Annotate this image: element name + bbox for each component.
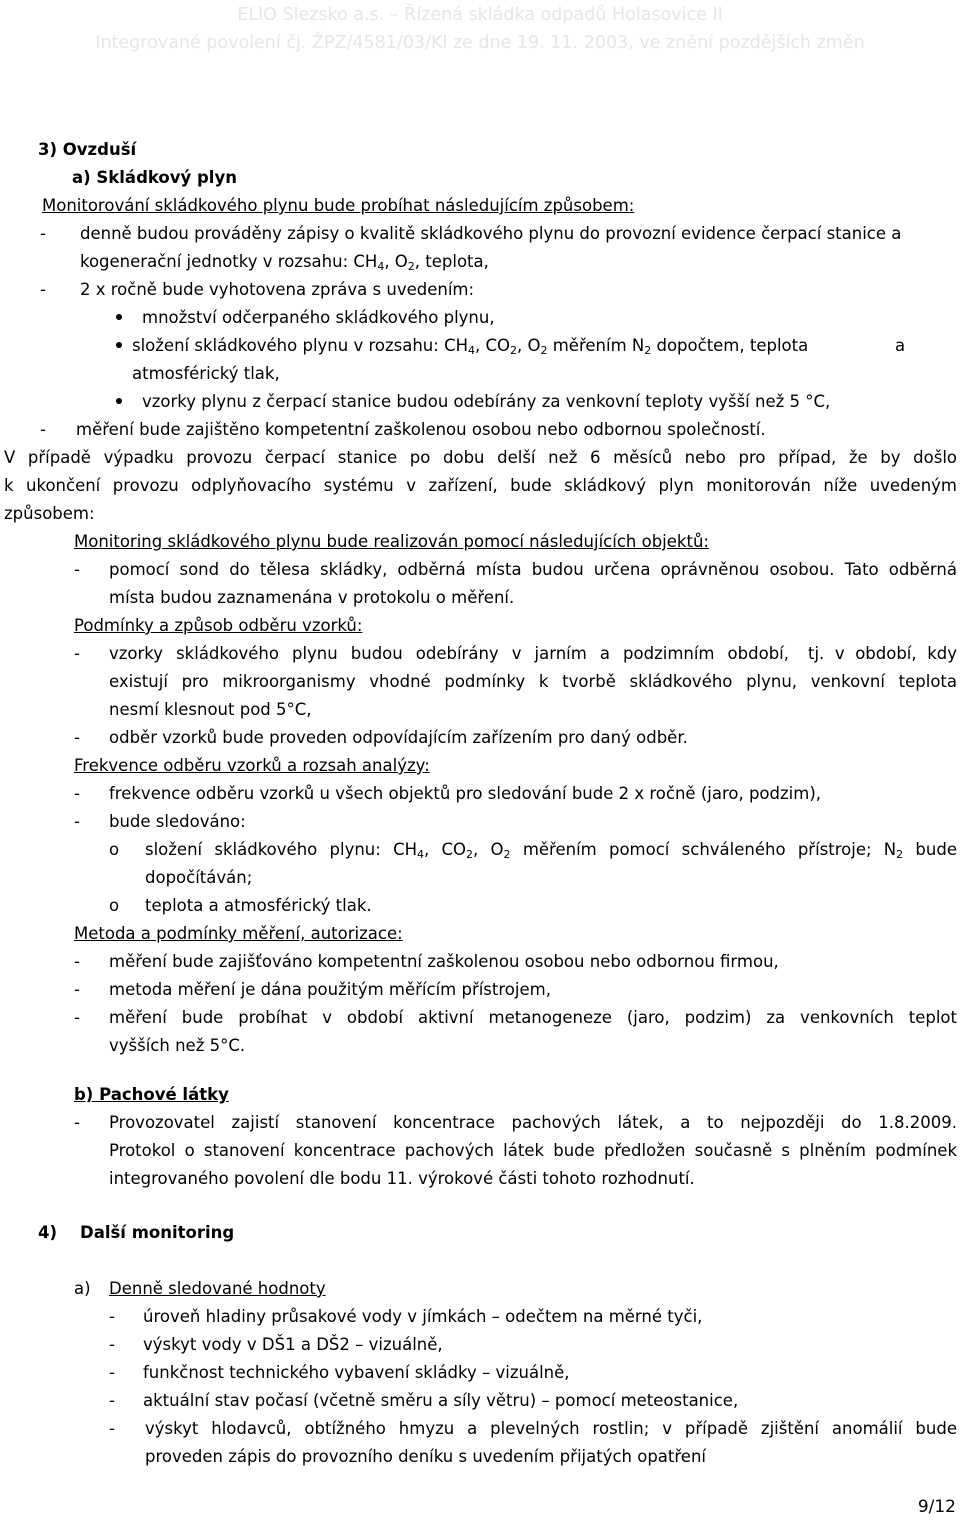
sampling-line1-end: tj. v období, kdy: [808, 644, 957, 663]
odour-line1: Provozovatel zajistí stanovení koncentrace pachových látek, a to nejpozději do 1.8.2009.: [109, 1113, 957, 1132]
outage-para-line1: V případě výpadku provozu čerpací stanice po dobu delší než 6 měsíců nebo pro případ, že by došlo: [4, 448, 957, 467]
bullet-composition: složení skládkového plynu v rozsahu: $CH_4$, $CO_2$, $O_2$ měřením $N_2$ dopočtem, teplota: [132, 336, 809, 357]
daily-item-3: funkčnost technického vybavení skládky – vizuálně,: [143, 1363, 570, 1382]
bullet-icon: [116, 398, 122, 404]
section-3-heading: 3) Ovzduší: [38, 140, 137, 159]
odour-line3: integrovaného povolení dle bodu 11. výrokové části tohoto rozhodnutí.: [109, 1169, 695, 1188]
frequency-line: frekvence odběru vzorků u všech objektů pro sledování bude 2 x ročně (jaro, podzim),: [109, 784, 822, 803]
section-4-number: 4): [38, 1223, 58, 1242]
daily-item-5-line2: proveden zápis do provozního deníku s uvedením přijatých opatření: [145, 1447, 706, 1466]
method-line1: měření bude zajišťováno kompetentní zaškolenou osobou nebo odbornou firmou,: [109, 952, 779, 971]
section-3b-heading: b) Pachové látky: [74, 1085, 229, 1104]
daily-records-line2: kogenerační jednotky v rozsahu: $CH_4$, $O_2$, teplota,: [80, 252, 489, 273]
dash-marker: -: [74, 560, 80, 579]
temperature-line: teplota a atmosférický tlak.: [145, 896, 372, 915]
section-4-heading: Další monitoring: [80, 1223, 235, 1242]
dash-marker: -: [109, 1335, 115, 1354]
section-4a-label: a): [74, 1279, 91, 1298]
bullet-composition-end: a: [895, 336, 906, 355]
sampling-device-line: odběr vzorků bude proveden odpovídajícím zařízením pro daný odběr.: [109, 728, 688, 747]
monitored-line: bude sledováno:: [109, 812, 246, 831]
page-header: [0, 0, 960, 64]
measurement-line: měření bude zajištěno kompetentní zaškolenou osobou nebo odbornou společností.: [76, 420, 766, 439]
daily-item-5-line1: výskyt hlodavců, obtížného hmyzu a plevelných rostlin; v případě zjištění anomálií bude: [145, 1419, 957, 1438]
bullet-amount: množství odčerpaného skládkového plynu,: [142, 308, 495, 327]
outage-para-line2: k ukončení provozu odplyňovacího systému v zařízení, bude skládkový plyn monitorován níže uvedeným: [4, 476, 957, 495]
odour-line2: Protokol o stanovení koncentrace pachových látek bude předložen současně s plněním podmínek: [109, 1141, 957, 1160]
monitoring-objects-heading: Monitoring skládkového plynu bude realizován pomocí následujících objektů:: [74, 532, 709, 551]
bullet-composition-line2: atmosférický tlak,: [132, 364, 280, 383]
dash-marker: -: [40, 420, 46, 439]
report-line: 2 x ročně bude vyhotovena zpráva s uvedením:: [80, 280, 475, 299]
dash-marker: -: [74, 980, 80, 999]
sampling-conditions-heading: Podmínky a způsob odběru vzorků:: [74, 616, 363, 635]
circle-marker: o: [109, 840, 120, 859]
method-line2: metoda měření je dána použitým měřícím přístrojem,: [109, 980, 551, 999]
page-number: 9/12: [917, 1497, 956, 1517]
probes-line1: pomocí sond do tělesa skládky, odběrná místa budou určena oprávněnou osobou. Tato odběrná: [109, 560, 957, 579]
sampling-line2: existují pro mikroorganismy vhodné podmínky k tvorbě skládkového plynu, venkovní teplota: [109, 672, 957, 691]
dash-marker: -: [74, 812, 80, 831]
section-3a-heading: a) Skládkový plyn: [72, 168, 237, 187]
dash-marker: -: [74, 644, 80, 663]
dash-marker: -: [109, 1363, 115, 1382]
probes-line2: místa budou zaznamenána v protokolu o měření.: [109, 588, 515, 607]
dash-marker: -: [40, 280, 46, 299]
dash-marker: -: [74, 952, 80, 971]
outage-para-line3: způsobem:: [4, 504, 95, 523]
bullet-icon: [116, 342, 122, 348]
circle-marker: o: [109, 896, 120, 915]
header-title: ELIO Slezsko a.s. – Řízená skládka odpadů Holasovice II: [237, 5, 723, 25]
dash-marker: -: [40, 224, 46, 243]
daily-item-1: úroveň hladiny průsakové vody v jímkách – odečtem na měrné tyči,: [143, 1307, 703, 1326]
header-subtitle: Integrované povolení čj. ŽPZ/4581/03/Kl ze dne 19. 11. 2003, ve znění pozdějších změn: [95, 33, 865, 53]
composition-analysis-line1: složení skládkového plynu: $CH_4$, $CO_2$, $O_2$ měřením pomocí schváleného přístroje; $N_2$ bude: [145, 840, 957, 861]
daily-item-4: aktuální stav počasí (včetně směru a síly větru) – pomocí meteostanice,: [143, 1391, 739, 1410]
daily-item-2: výskyt vody v DŠ1 a DŠ2 – vizuálně,: [143, 1335, 443, 1354]
monitoring-intro: Monitorování skládkového plynu bude probíhat následujícím způsobem:: [42, 196, 635, 215]
composition-analysis-line2: dopočítáván;: [145, 868, 253, 887]
daily-records-line1: denně budou prováděny zápisy o kvalitě skládkového plynu do provozní evidence čerpací stanice a: [80, 224, 902, 243]
section-4a-heading: Denně sledované hodnoty: [109, 1279, 326, 1298]
dash-marker: -: [74, 1113, 80, 1132]
dash-marker: -: [74, 728, 80, 747]
method-line3: měření bude probíhat v období aktivní metanogeneze (jaro, podzim) za venkovních teplot: [109, 1008, 957, 1027]
bullet-samples: vzorky plynu z čerpací stanice budou odebírány za venkovní teploty vyšší než 5 °C,: [142, 392, 831, 411]
method-line4: vyšších než 5°C.: [109, 1036, 246, 1055]
dash-marker: -: [109, 1391, 115, 1410]
frequency-heading: Frekvence odběru vzorků a rozsah analýzy:: [74, 756, 430, 775]
dash-marker: -: [109, 1419, 115, 1438]
dash-marker: -: [109, 1307, 115, 1326]
dash-marker: -: [74, 784, 80, 803]
sampling-line3: nesmí klesnout pod 5°C,: [109, 700, 312, 719]
sampling-line1: vzorky skládkového plynu budou odebírány v jarním a podzimním období,: [109, 644, 789, 663]
dash-marker: -: [74, 1008, 80, 1027]
bullet-icon: [116, 314, 122, 320]
method-heading: Metoda a podmínky měření, autorizace:: [74, 924, 403, 943]
